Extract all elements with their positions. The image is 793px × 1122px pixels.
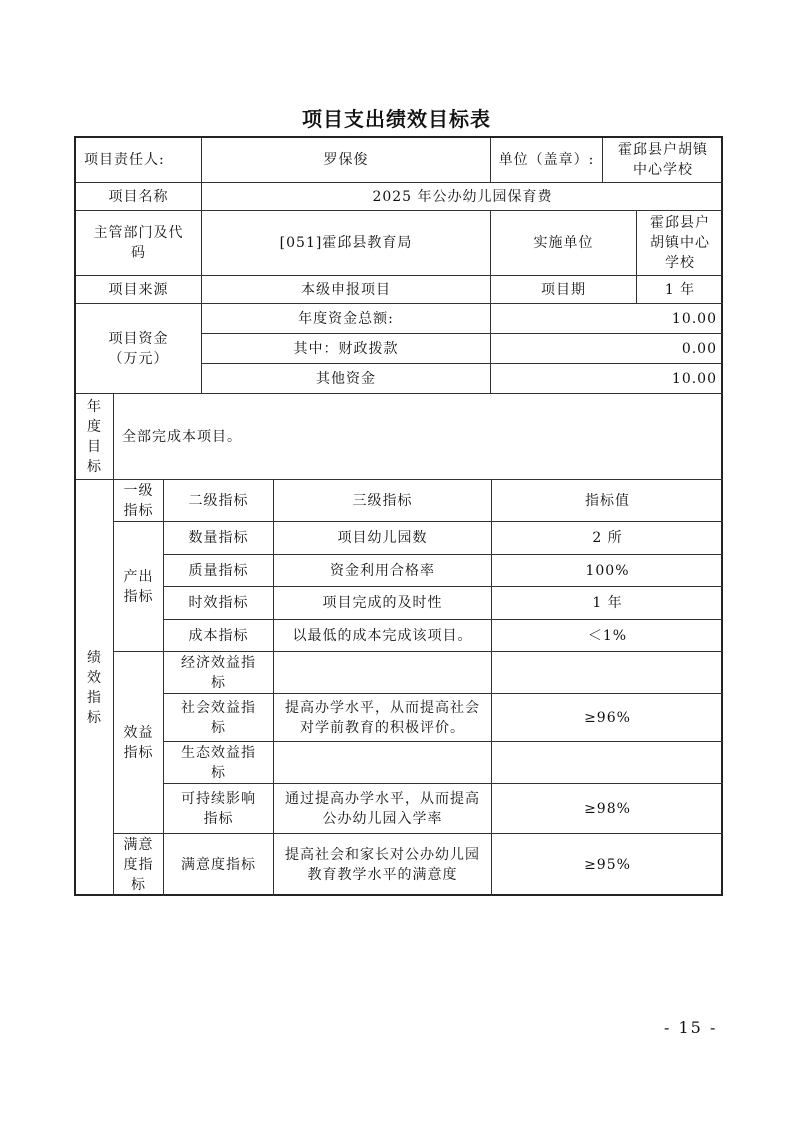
funds-other-value: 10.00 — [491, 364, 723, 394]
output-l3: 项目幼儿园数 — [274, 522, 492, 555]
unit-label: 单位（盖章）: — [491, 138, 603, 183]
output-l2: 数量指标 — [164, 522, 274, 555]
output-l2: 成本指标 — [164, 620, 274, 652]
benefit-l2: 经济效益指标 — [164, 652, 274, 694]
funds-fiscal-label: 其中：财政拨款 — [202, 334, 491, 364]
indicators-label: 绩效指标 — [76, 480, 114, 896]
output-value: ＜1% — [492, 620, 723, 652]
indicator-head-l2: 二级指标 — [164, 480, 274, 522]
page-title: 项目支出绩效目标表 — [302, 107, 491, 131]
benefit-value — [492, 742, 723, 784]
benefit-l2: 可持续影响指标 — [164, 784, 274, 834]
satisfaction-value: ≥95% — [584, 857, 631, 873]
impl-unit-value: 霍邱县户胡镇中心学校 — [637, 211, 723, 276]
benefit-indicator-label: 效益指标 — [114, 652, 164, 834]
funds-other-label: 其他资金 — [202, 364, 491, 394]
funds-fiscal-value: 0.00 — [491, 334, 723, 364]
satisfaction-indicator-label: 满意度指标 — [114, 834, 164, 896]
satisfaction-l3: 提高社会和家长对公办幼儿园教育教学水平的满意度 — [274, 834, 492, 896]
funds-label: 项目资金（万元） — [76, 304, 202, 394]
annual-goal-value: 全部完成本项目。 — [114, 394, 723, 480]
output-value: 100% — [492, 555, 723, 587]
output-l2: 质量指标 — [164, 555, 274, 587]
responsible-label: 项目责任人: — [76, 138, 202, 183]
dept-value: [051]霍邱县教育局 — [202, 211, 491, 276]
benefit-l3: 提高办学水平，从而提高社会对学前教育的积极评价。 — [274, 694, 492, 742]
benefit-value: ≥96% — [492, 694, 723, 742]
benefit-l3: 通过提高办学水平，从而提高公办幼儿园入学率 — [274, 784, 492, 834]
benefit-l3 — [274, 652, 492, 694]
output-value: 2 所 — [492, 522, 723, 555]
period-label: 项目期 — [491, 276, 637, 304]
performance-table — [74, 136, 723, 896]
indicator-head-value: 指标值 — [492, 480, 723, 522]
indicator-head-l1: 一级指标 — [114, 480, 164, 522]
unit-value: 霍邱县户胡镇中心学校 — [603, 138, 723, 183]
period-value: 1 年 — [637, 276, 723, 304]
satisfaction-l2: 满意度指标 — [164, 834, 274, 896]
annual-goal-label: 年度目标 — [76, 394, 114, 480]
page-number: - 15 - — [664, 1018, 718, 1037]
benefit-l2: 生态效益指标 — [164, 742, 274, 784]
dept-label: 主管部门及代码 — [76, 211, 202, 276]
output-l3: 项目完成的及时性 — [274, 587, 492, 620]
source-label: 项目来源 — [76, 276, 202, 304]
output-l2: 时效指标 — [164, 587, 274, 620]
benefit-l2: 社会效益指标 — [164, 694, 274, 742]
output-value: 1 年 — [492, 587, 723, 620]
responsible-value: 罗保俊 — [202, 138, 491, 183]
benefit-l3 — [274, 742, 492, 784]
project-name-label: 项目名称 — [76, 183, 202, 211]
funds-total-label: 年度资金总额: — [202, 304, 491, 334]
output-l3: 资金利用合格率 — [274, 555, 492, 587]
output-indicator-label: 产出指标 — [114, 522, 164, 652]
indicator-head-l3: 三级指标 — [274, 480, 492, 522]
project-name-value: 2025 年公办幼儿园保育费 — [202, 183, 723, 211]
funds-total-value: 10.00 — [491, 304, 723, 334]
impl-unit-label: 实施单位 — [491, 211, 637, 276]
output-l3: 以最低的成本完成该项目。 — [274, 620, 492, 652]
benefit-value — [492, 652, 723, 694]
benefit-value: ≥98% — [492, 784, 723, 834]
source-value: 本级申报项目 — [202, 276, 491, 304]
